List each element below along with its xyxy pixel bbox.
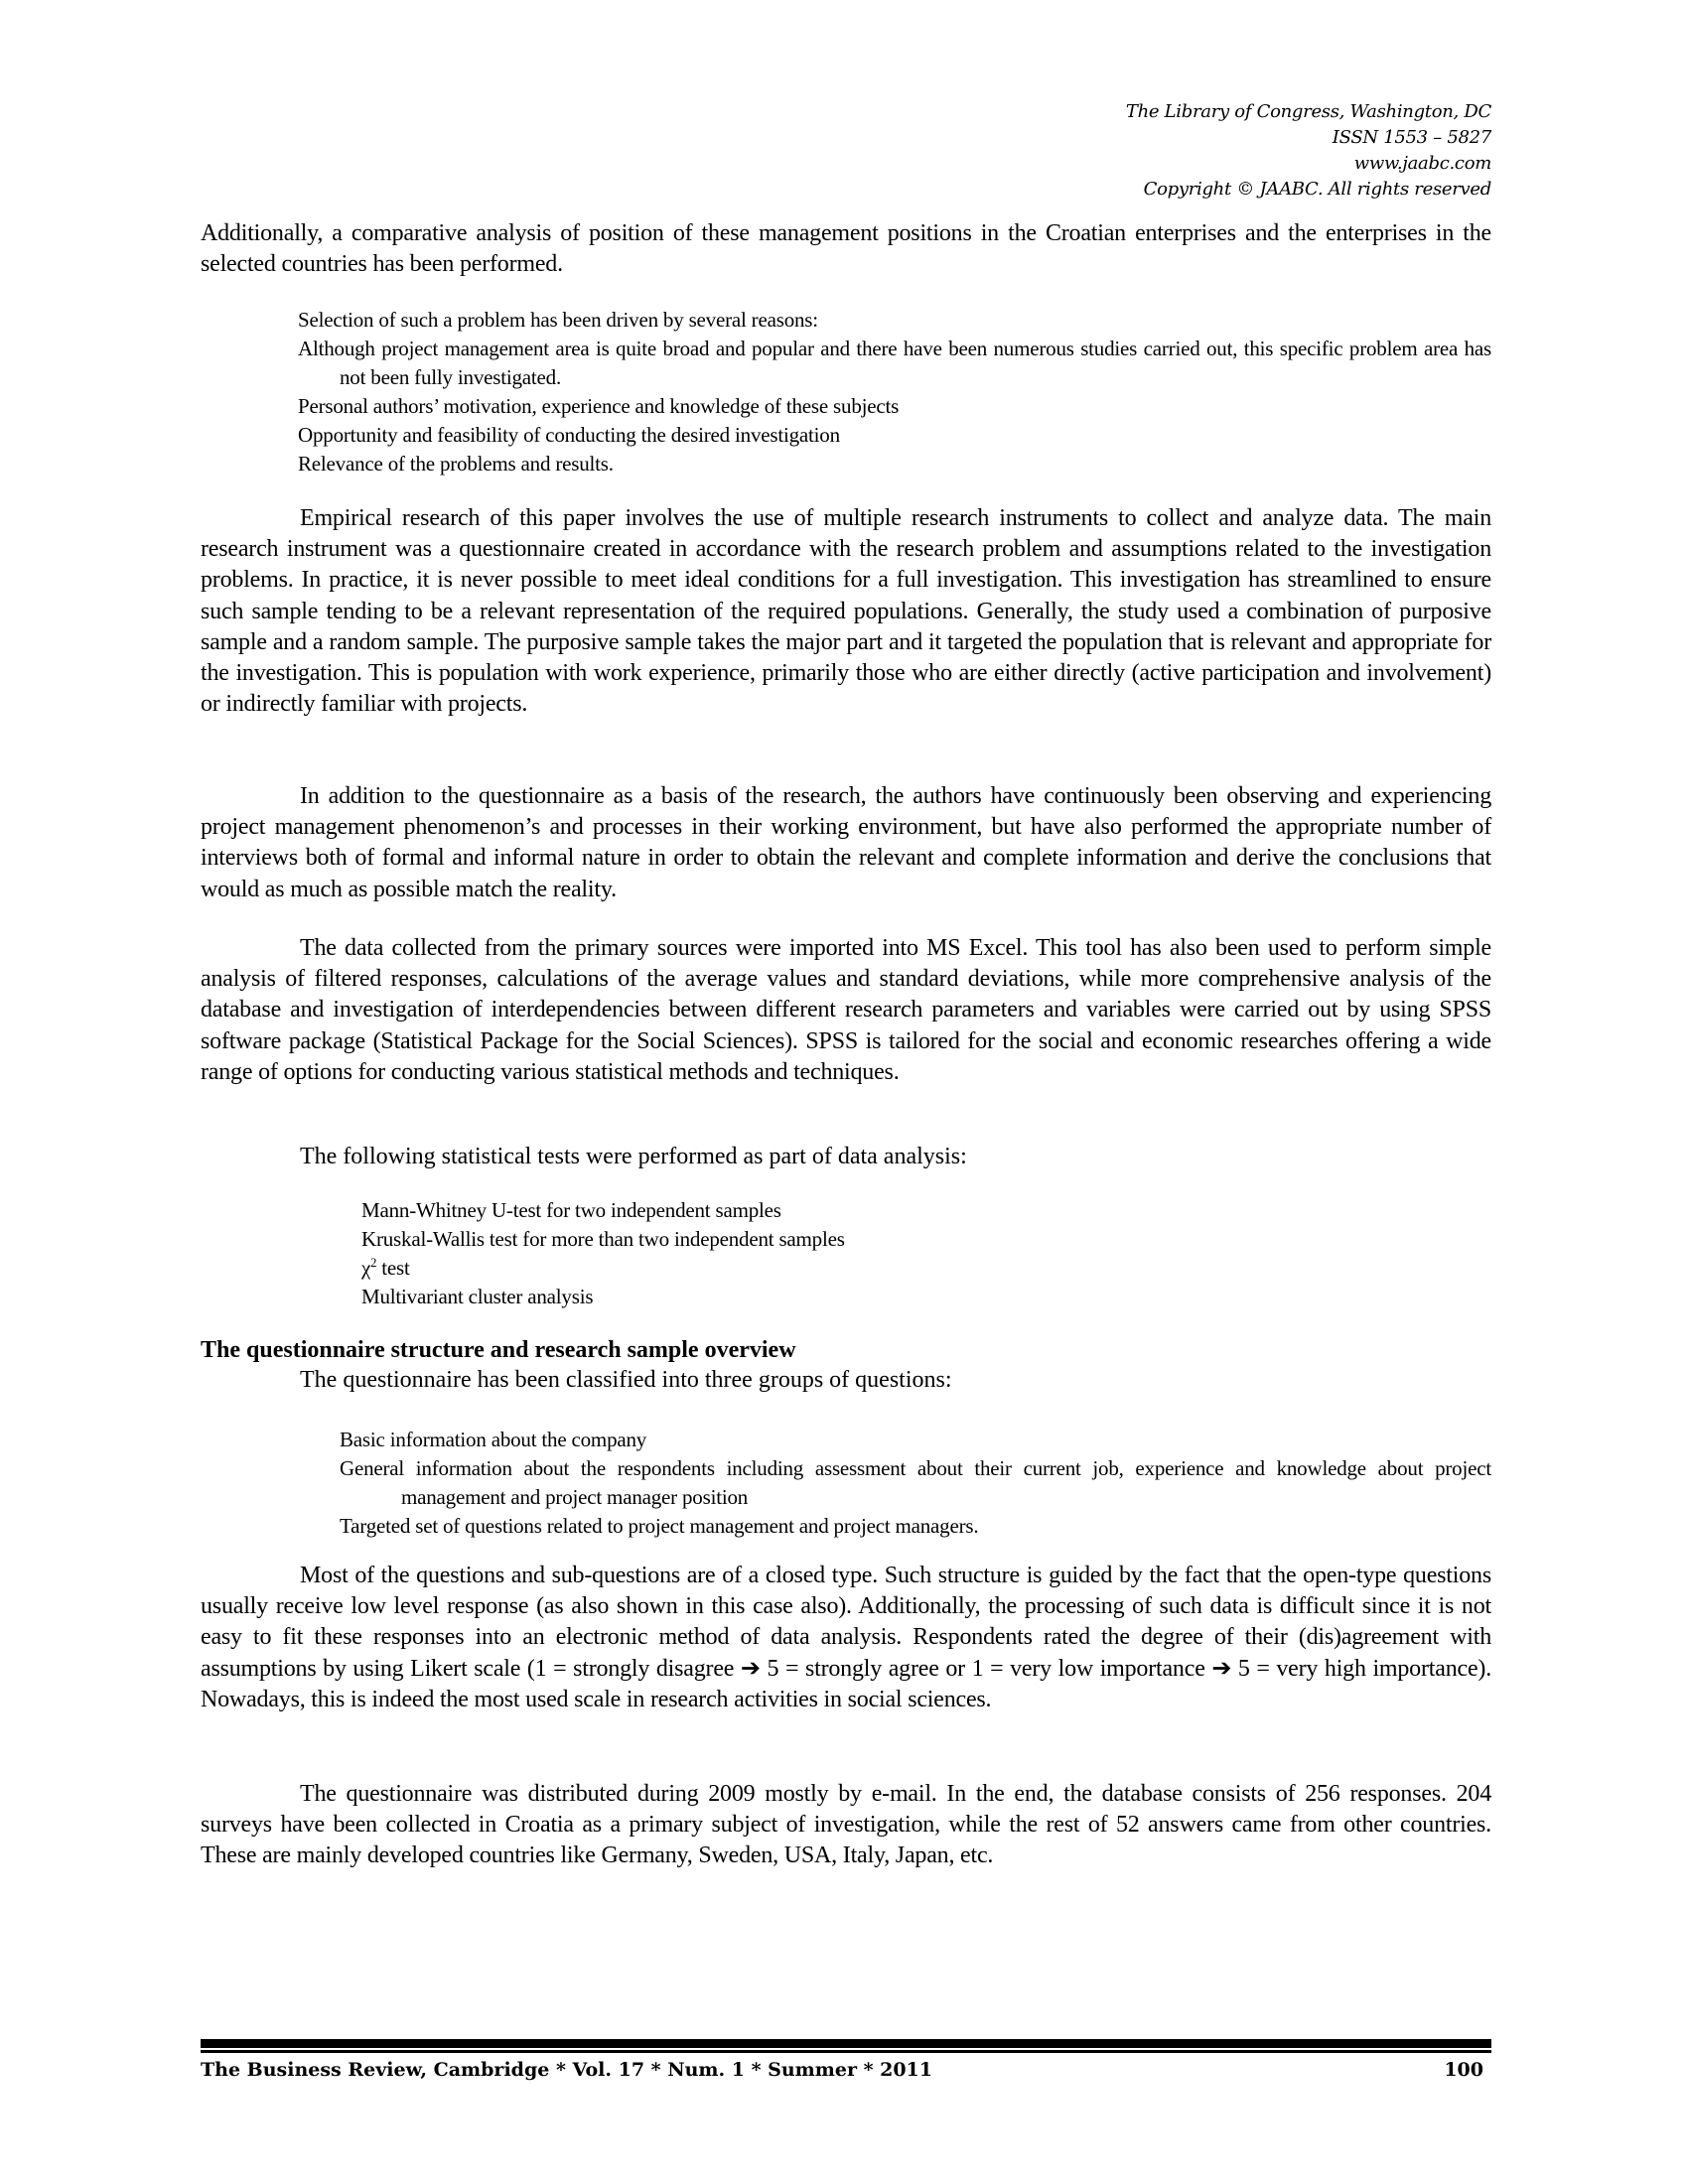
test-item: Mann-Whitney U-test for two independent samples (361, 1198, 781, 1222)
reasons-list (298, 306, 1491, 478)
reason-item: Although project management area is quite broad and popular and there have been numerous studies carried out, this specific problem area has not been fully investigated. (298, 337, 1491, 389)
paragraph-observation: In addition to the questionnaire as a basis of the research, the authors have continuously been observing and experiencing project management phenomenon’s and processes in their working environment, but have also performed the appropriate number of interviews both of formal and informal nature in order to obtain the relevant and complete information and derive the conclusions that would as much as possible match the reality. (201, 783, 1491, 902)
paragraph-data-tools: The data collected from the primary sources were imported into MS Excel. This tool has also been used to perform simple analysis of filtered responses, calculations of the average values and standard deviations, while more comprehensive analysis of the database and investigation of interdependencies between different research parameters and variables were carried out by using SPSS software package (Statistical Package for the Social Sciences). SPSS is tailored for the social and economic researches offering a wide range of options for conducting various statistical methods and techniques. (201, 935, 1491, 1085)
page-number: 100 (1444, 2059, 1483, 2081)
header-copyright: Copyright © JAABC. All rights reserved (1143, 179, 1491, 200)
intro-paragraph: Additionally, a comparative analysis of position of these management positions in the Croatian enterprises and the enterprises in the selected countries has been performed. (201, 220, 1491, 278)
footer-journal: The Business Review, Cambridge * Vol. 17 * Num. 1 * Summer * 2011 (201, 2059, 933, 2081)
paragraph-empirical: Empirical research of this paper involves the use of multiple research instruments to collect and analyze data. The main research instrument was a questionnaire created in accordance with the research problem and assumptions related to the investigation problems. In practice, it is never possible to meet ideal conditions for a full investigation. This investigation has streamlined to ensure such sample tending to be a relevant representation of the required populations. Generally, the study used a combination of purposive sample and a random sample. The purposive sample takes the major part and it targeted the population that is relevant and appropriate for the investigation. This is population with work experience, primarily those who are either directly (active participation and involvement) or indirectly familiar with projects. (201, 505, 1491, 718)
footer-rule-thin (201, 2050, 1491, 2053)
footer-rule (201, 2039, 1491, 2048)
paragraph-distribution: The questionnaire was distributed during 2009 mostly by e-mail. In the end, the database consists of 256 responses. 204 surveys have been collected in Croatia as a primary subject of investigation, while the rest of 52 answers came from other countries. These are mainly developed countries like Germany, Sweden, USA, Italy, Japan, etc. (201, 1781, 1491, 1869)
running-footer (201, 2057, 1483, 2083)
running-header (896, 99, 1491, 203)
test-item-chi-square: $\chi^2$ test (361, 1256, 410, 1280)
group-item: Basic information about the company (340, 1428, 647, 1451)
reasons-intro: Selection of such a problem has been driven by several reasons: (298, 308, 818, 332)
tests-intro: The following statistical tests were performed as part of data analysis: (300, 1144, 967, 1169)
reason-item: Relevance of the problems and results. (298, 452, 614, 476)
question-groups-list (340, 1426, 1491, 1541)
section-intro: The questionnaire has been classified into three groups of questions: (300, 1367, 952, 1393)
test-item: Multivariant cluster analysis (361, 1285, 594, 1308)
paragraph-closed-type: Most of the questions and sub-questions are of a closed type. Such structure is guided by the fact that the open-type questions usually receive low level response (as also shown in this case also). Additionally, the processing of such data is difficult since it is not easy to fit these responses into an electronic method of data analysis. Respondents rated the degree of their (dis)agreement with assumptions by using Likert scale (1 = strongly disagree ➔ 5 = strongly agree or 1 = very low importance ➔ 5 = very high importance). Nowadays, this is indeed the most used scale in research activities in social sciences. (201, 1563, 1491, 1712)
section-heading: The questionnaire structure and research sample overview (201, 1337, 796, 1363)
group-item: Targeted set of questions related to project management and project managers. (340, 1514, 979, 1538)
header-issn: ISSN 1553 – 5827 (1332, 127, 1491, 148)
group-item: General information about the respondents including assessment about their current job, experience and knowledge about project management and project manager position (340, 1456, 1491, 1509)
tests-list (361, 1196, 1454, 1311)
reason-item: Opportunity and feasibility of conducting the desired investigation (298, 423, 840, 447)
header-library: The Library of Congress, Washington, DC (1125, 101, 1491, 122)
test-item: Kruskal-Wallis test for more than two independent samples (361, 1227, 845, 1251)
header-website: www.jaabc.com (1353, 153, 1491, 174)
reason-item: Personal authors’ motivation, experience and knowledge of these subjects (298, 394, 900, 418)
